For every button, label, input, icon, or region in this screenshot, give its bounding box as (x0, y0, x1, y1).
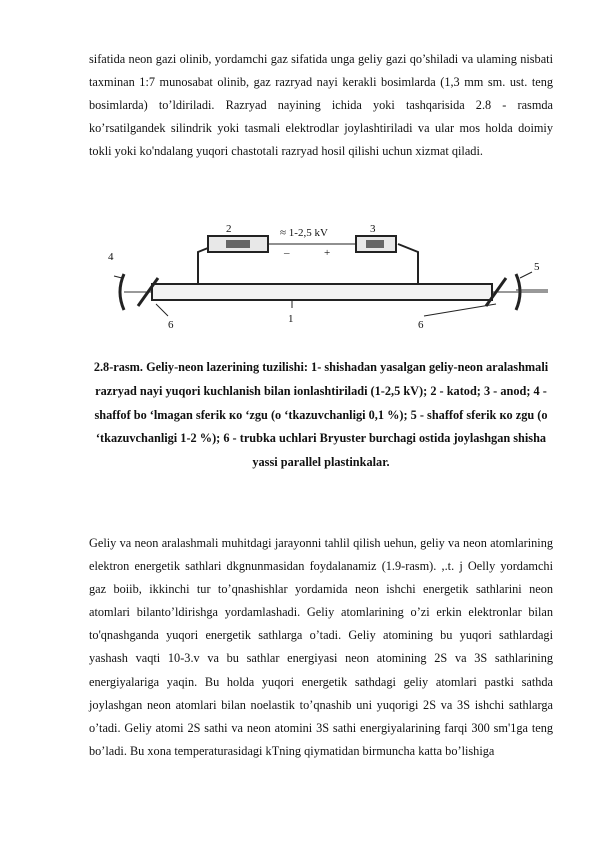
label-4: 4 (108, 251, 114, 263)
label-2: 2 (226, 223, 232, 235)
anode-arm (398, 244, 418, 284)
laser-diagram (108, 212, 548, 352)
left-mirror (120, 274, 124, 310)
anode (366, 240, 384, 248)
label-6b: 6 (418, 319, 424, 331)
label-6b-leader (424, 304, 496, 316)
label-6a: 6 (168, 319, 174, 331)
body-paragraph-2: Geliy va neon aralashmali muhitdagi jarayonni tahlil qilish uehun, geliy va neon atomlarining elektron energetik sathlari dkgnunmasidan foydalanamiz (1.9-rasm). ,.t. j Oelly yordamchi gaz boiib, ikkinchi tur to’qnashishlar yordamida neon ishchi energetik sathlarini neon atomlari bilanto’ldirishga yordamlashadi. Geliy atomlarining o’zi erkin elektronlar bilan to'qnashganda yuqori energetik sathlarga o’tadi. Geliy atomining bu yuqori sathlardagi yashash vaqti 10-3.v va bu sathlar energiyasi neon atomining 2S va 3S sathlarining energiyalariga yaqin. Bu holda yuqori energetik sathdagi geliy atomlari pastki sathda joylashgan neon atomlari bilan noelastik to’qnashib uni yuqorigi 2S va 3S ishchi sathlarga o’tadi. Geliy atomi 2S sathi va neon atomini 3S sathi energiyalarining farqi 300 sm'1ga teng bo’ladi. Bu xona temperaturasidagi kTning qiymatidan birmuncha katta bo’lishiga (89, 536, 553, 758)
plus-sign: + (324, 247, 331, 259)
label-6a-leader (156, 304, 168, 316)
label-1: 1 (288, 313, 294, 325)
cathode (226, 240, 250, 248)
minus-sign: – (284, 247, 290, 259)
laser-diagram-figure (108, 212, 548, 352)
voltage-label: ≈ 1-2,5 kV (280, 227, 328, 239)
discharge-tube (152, 284, 492, 300)
label-3: 3 (370, 223, 376, 235)
label-5-leader (520, 272, 532, 278)
label-4-leader (114, 276, 122, 278)
figure-caption: 2.8-rasm. Geliy-neon lazerining tuzilishi: 1- shishadan yasalgan geliy-neon aralashmali razryad nayi yuqori kuchlanish bilan ionlashtiriladi (1-2,5 kV); 2 - katod; 3 - anod; 4 - shaffof bo ‘lmagan sferik кo ‘zgu (o ‘tkazuvchanligi 0,1 %); 5 - shaffof sferik кo zgu (o ‘tkazuvchanligi 1-2 %); 6 - trubka uchlari Bryuster burchagi ostida joylashgan shisha yassi parallel plastinkalar. (93, 360, 549, 470)
label-5: 5 (534, 261, 540, 273)
body-paragraph-1: sifatida neon gazi olinib, yordamchi gaz sifatida unga geliy gazi qo’shiladi va ulaming nisbati taxminan 1:7 munosabat olinib, gaz razryad nayi kerakli bosimlarda (1,3 mm sm. ust. teng bosimlarda) to’ldiriladi. Razryad nayining ichida yoki tashqarisida 2.8 - rasmda ko’rsatilgandek silindrik yoki tasmali elektrodlar joylashtiriladi va ular mos holda doimiy tokli yoki ko'ndalang yuqori chastotali razryad hosil qilishi uchun xizmat qiladi. (89, 52, 553, 159)
